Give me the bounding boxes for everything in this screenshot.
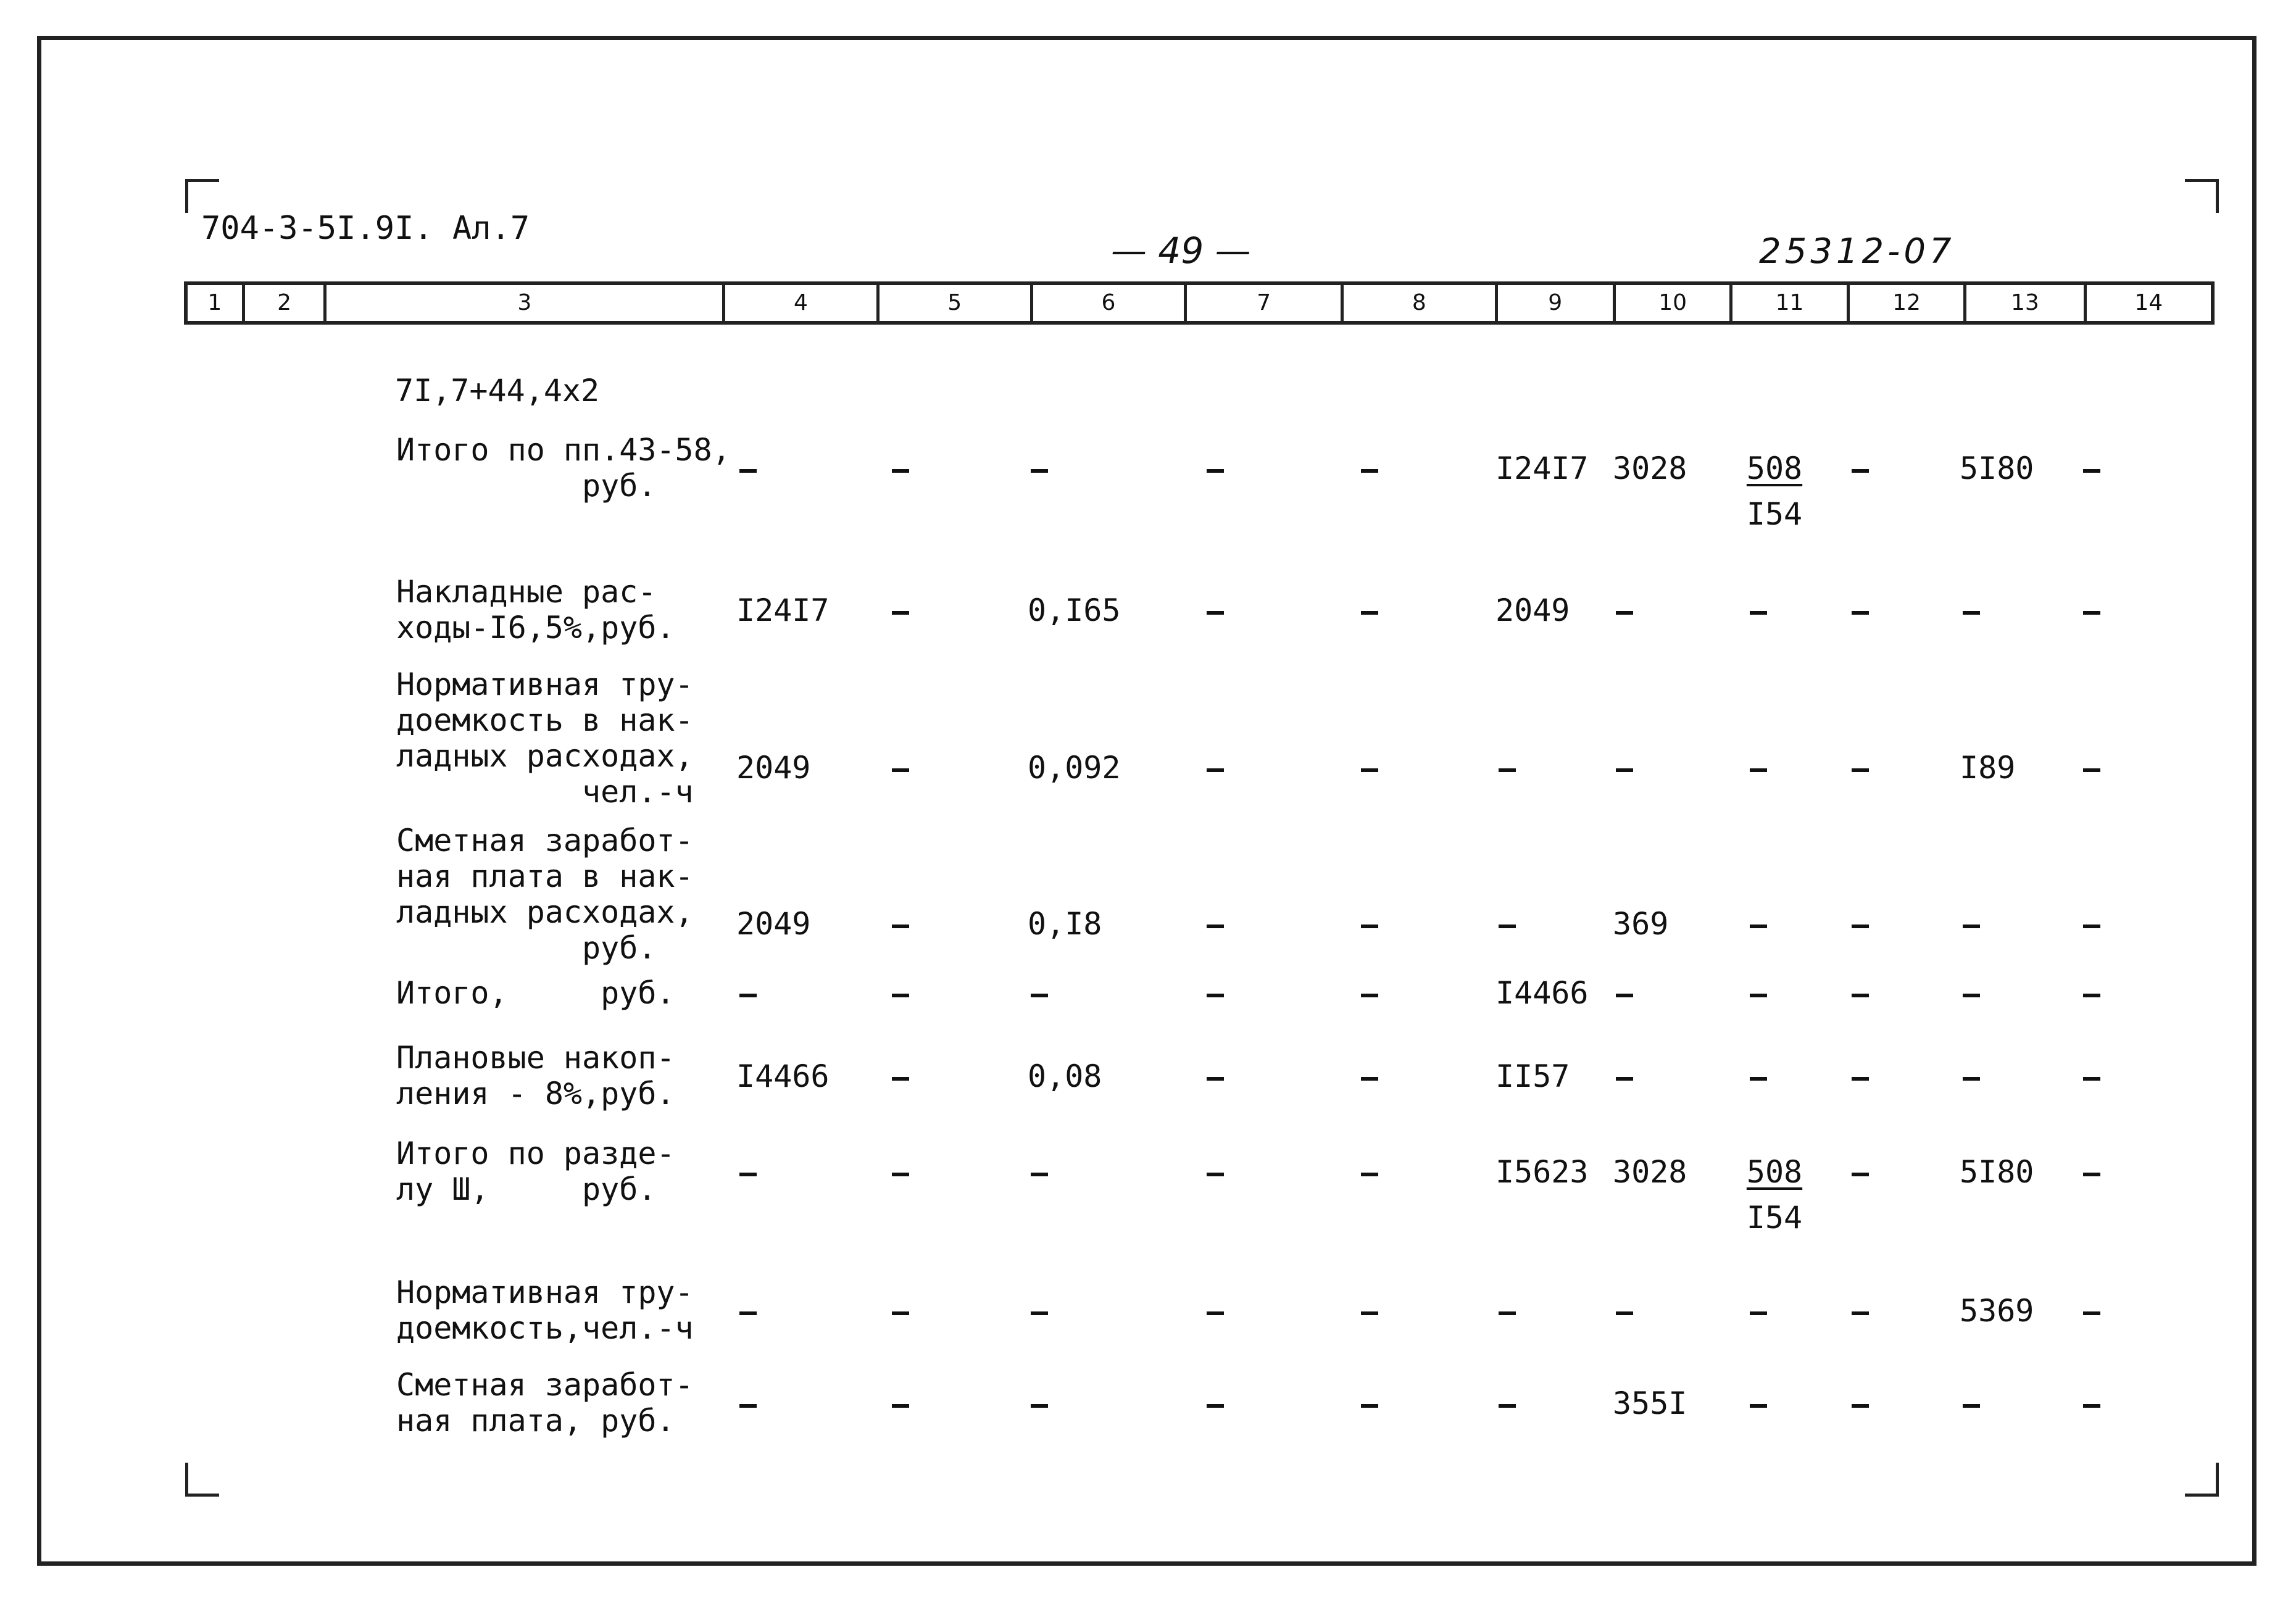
dash-mark (1616, 768, 1633, 772)
dash-mark (1616, 611, 1633, 615)
value-c10: 3028 (1613, 451, 1687, 486)
row-label: Накладные рас- ходы-I6,5%,руб. (396, 574, 675, 646)
dash-mark (1499, 1311, 1516, 1315)
dash-mark (1852, 611, 1869, 615)
dash-mark (892, 1173, 909, 1176)
dash-mark (892, 768, 909, 772)
value-c13: 5369 (1960, 1293, 2034, 1329)
dash-mark (892, 611, 909, 615)
dash-mark (739, 994, 757, 997)
dash-mark (1361, 1404, 1378, 1408)
value-c13: 5I80 (1960, 1154, 2034, 1190)
document-number: 25312-07 (1759, 231, 1955, 272)
dash-mark (1963, 994, 1980, 997)
dash-mark (1361, 994, 1378, 997)
formula-note: 7I,7+44,4х2 (395, 373, 600, 409)
column-header-row (184, 281, 2215, 325)
dash-mark (1750, 1404, 1767, 1408)
dash-mark (2083, 611, 2100, 615)
column-header: 14 (2134, 290, 2163, 315)
dash-mark (892, 925, 909, 928)
dash-mark (1361, 1311, 1378, 1315)
value-c13: 5I80 (1960, 451, 2034, 486)
value-c4: I24I7 (736, 592, 830, 628)
dash-mark (1499, 925, 1516, 928)
dash-mark (1207, 768, 1224, 772)
row-label: Итого по разде- лу Ш, руб. (396, 1136, 675, 1207)
dash-mark (892, 1404, 909, 1408)
dash-mark (1750, 1311, 1767, 1315)
dash-mark (892, 1311, 909, 1315)
dash-mark (1361, 469, 1378, 473)
dash-mark (1852, 1173, 1869, 1176)
column-header: 13 (1966, 285, 2086, 321)
dash-mark (1361, 1173, 1378, 1176)
value-c9: 2049 (1495, 592, 1570, 628)
value-c9: I4466 (1495, 975, 1589, 1011)
value-c4: 2049 (736, 906, 811, 942)
column-header: 7 (1187, 285, 1344, 321)
fraction-denominator: I54 (1746, 496, 1803, 532)
dash-mark (1750, 925, 1767, 928)
dash-mark (1750, 768, 1767, 772)
dash-mark (739, 1311, 757, 1315)
dash-mark (1852, 768, 1869, 772)
dash-mark (1031, 994, 1048, 997)
dash-mark (739, 1404, 757, 1408)
dash-mark (2083, 1077, 2100, 1081)
row-label: Сметная заработ- ная плата в нак- ладных расходах, руб. (396, 823, 694, 966)
row-label: Итого, руб. (396, 975, 675, 1011)
row-label: Нормативная тру- доемкость в нак- ладных расходах, чел.-ч (396, 667, 694, 810)
column-header: 10 (1616, 285, 1732, 321)
dash-mark (1852, 1077, 1869, 1081)
dash-mark (1031, 469, 1048, 473)
dash-mark (2083, 768, 2100, 772)
dash-mark (1616, 1077, 1633, 1081)
column-header: 5 (880, 285, 1033, 321)
document-code: 704-3-5I.9I. Ал.7 (201, 210, 530, 247)
dash-mark (2083, 1404, 2100, 1408)
value-c6: 0,I65 (1028, 592, 1121, 628)
column-header: 3 (327, 285, 725, 321)
dash-mark (892, 994, 909, 997)
column-header: 8 (1344, 285, 1497, 321)
dash-mark (1207, 611, 1224, 615)
dash-mark (1207, 1404, 1224, 1408)
column-header: 1 (188, 285, 245, 321)
column-header: 4 (725, 285, 879, 321)
dash-mark (1361, 1077, 1378, 1081)
dash-mark (892, 469, 909, 473)
row-label: Плановые накоп- ления - 8%,руб. (396, 1040, 675, 1112)
dash-mark (1361, 611, 1378, 615)
fraction-value (1744, 1154, 1805, 1236)
value-c4: 2049 (736, 750, 811, 786)
fraction-denominator: I54 (1746, 1200, 1803, 1236)
dash-mark (1963, 925, 1980, 928)
dash-mark (739, 1173, 757, 1176)
value-c10: 3028 (1613, 1154, 1687, 1190)
page-number: — 49 — (1111, 230, 1251, 272)
dash-mark (1852, 1404, 1869, 1408)
value-c9: I24I7 (1495, 451, 1589, 486)
dash-mark (1361, 925, 1378, 928)
dash-mark (1852, 469, 1869, 473)
corner-mark-top-right (2185, 179, 2219, 213)
dash-mark (2083, 925, 2100, 928)
dash-mark (2083, 469, 2100, 473)
row-label: Итого по пп.43-58, руб. (396, 432, 731, 504)
dash-mark (739, 469, 757, 473)
column-header: 6 (1033, 285, 1187, 321)
dash-mark (1616, 1311, 1633, 1315)
dash-mark (1031, 1404, 1048, 1408)
dash-mark (892, 1077, 909, 1081)
row-label: Сметная заработ- ная плата, руб. (396, 1367, 694, 1439)
fraction-numerator: 508 (1746, 1154, 1803, 1190)
fraction-value (1744, 451, 1805, 532)
dash-mark (1852, 994, 1869, 997)
dash-mark (1207, 1077, 1224, 1081)
column-header: 9 (1498, 285, 1616, 321)
dash-mark (2083, 1311, 2100, 1315)
row-label: Нормативная тру- доемкость,чел.-ч (396, 1274, 694, 1346)
dash-mark (1031, 1311, 1048, 1315)
dash-mark (1499, 1404, 1516, 1408)
corner-mark-top-left (185, 179, 219, 213)
dash-mark (1963, 1404, 1980, 1408)
dash-mark (2083, 994, 2100, 997)
dash-mark (1750, 611, 1767, 615)
column-header: 2 (245, 285, 327, 321)
dash-mark (1750, 994, 1767, 997)
dash-mark (1750, 1077, 1767, 1081)
value-c9: I5623 (1495, 1154, 1589, 1190)
dash-mark (1616, 994, 1633, 997)
dash-mark (1207, 994, 1224, 997)
dash-mark (1207, 469, 1224, 473)
dash-mark (1031, 1173, 1048, 1176)
dash-mark (1963, 1077, 1980, 1081)
dash-mark (1207, 1173, 1224, 1176)
value-c9: II57 (1495, 1058, 1570, 1094)
dash-mark (1852, 1311, 1869, 1315)
column-header: 11 (1732, 285, 1849, 321)
column-header: 12 (1850, 285, 1966, 321)
dash-mark (2083, 1173, 2100, 1176)
dash-mark (1207, 1311, 1224, 1315)
corner-mark-bottom-right (2185, 1463, 2219, 1497)
value-c6: 0,I8 (1028, 906, 1102, 942)
dash-mark (1963, 611, 1980, 615)
value-c4: I4466 (736, 1058, 830, 1094)
value-c10: 369 (1613, 906, 1669, 942)
dash-mark (1207, 925, 1224, 928)
corner-mark-bottom-left (185, 1463, 219, 1497)
value-c6: 0,08 (1028, 1058, 1102, 1094)
dash-mark (1499, 768, 1516, 772)
fraction-numerator: 508 (1746, 451, 1803, 486)
dash-mark (1852, 925, 1869, 928)
dash-mark (1361, 768, 1378, 772)
value-c13: I89 (1960, 750, 2016, 786)
value-c10: 355I (1613, 1386, 1687, 1421)
value-c6: 0,092 (1028, 750, 1121, 786)
